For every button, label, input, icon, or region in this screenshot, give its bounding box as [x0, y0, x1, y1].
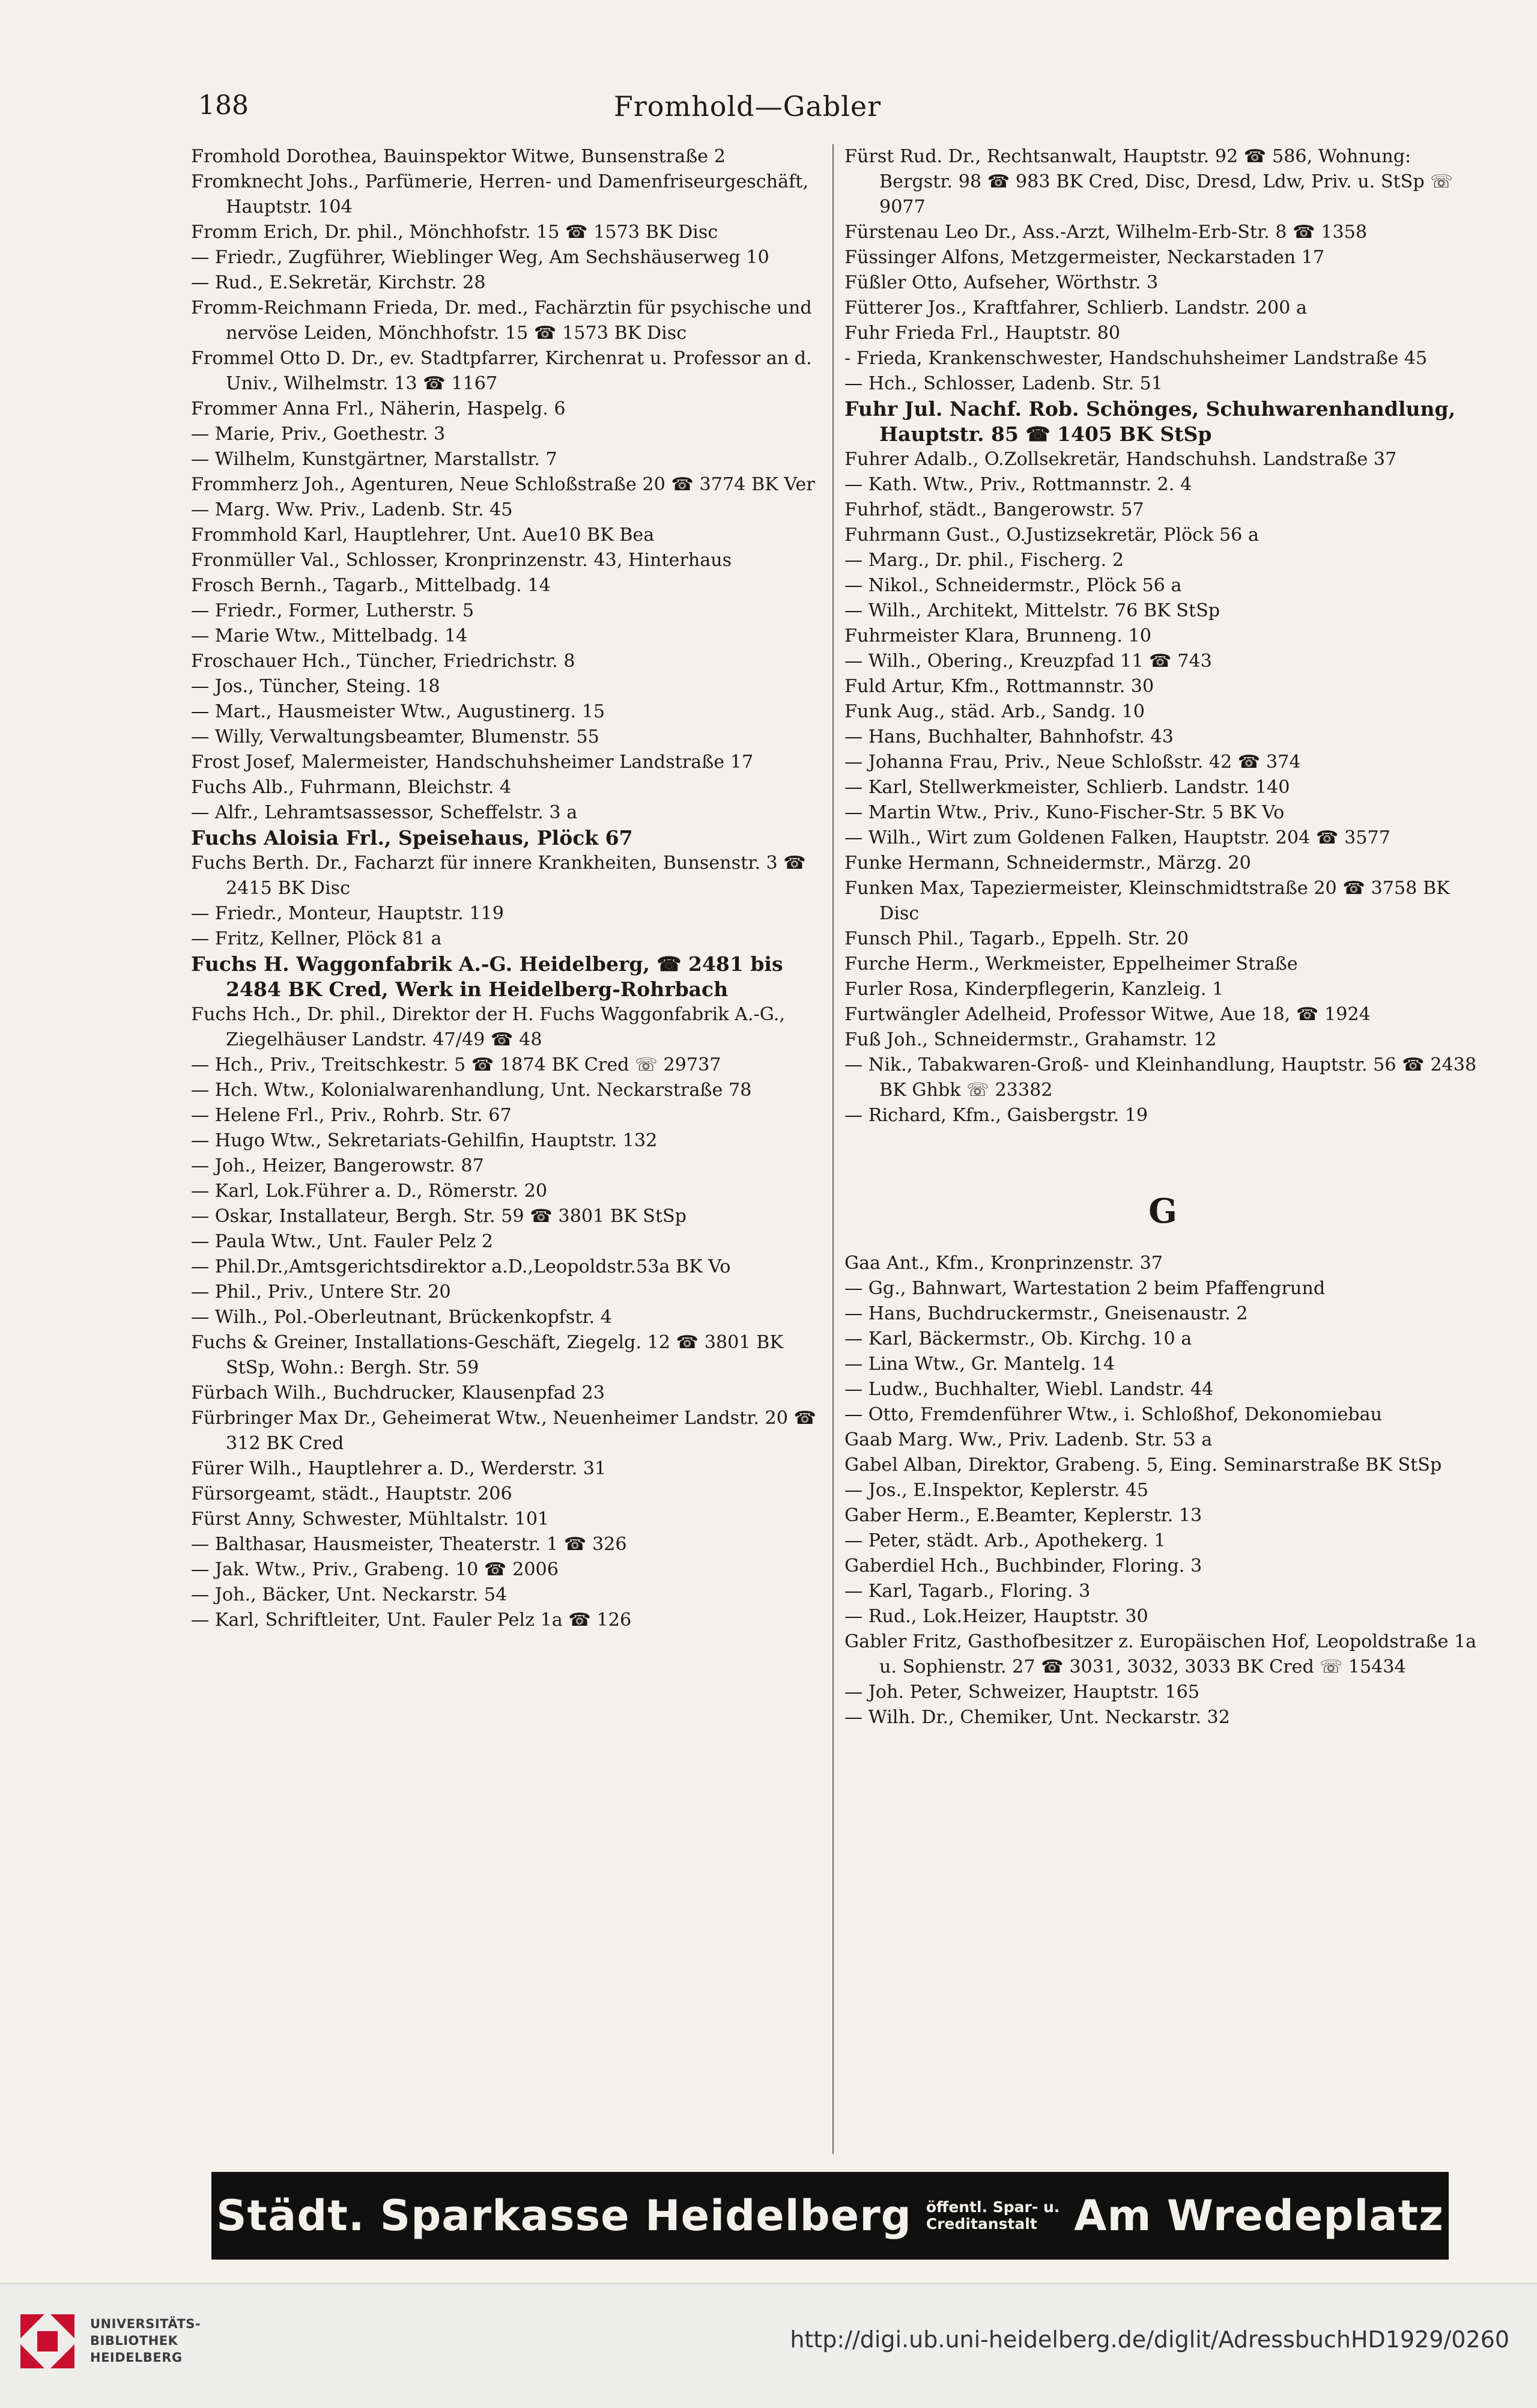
directory-entry: — Joh., Heizer, Bangerowstr. 87 — [191, 1155, 484, 1176]
directory-entry: — Martin Wtw., Priv., Kuno-Fischer-Str. 5 BK Vo — [844, 802, 1285, 823]
directory-entry: — Otto, Fremdenführer Wtw., i. Schloßhof, Dekonomiebau — [844, 1404, 1383, 1425]
directory-entry: Fuhrer Adalb., O.Zollsekretär, Handschuhsh. Landstraße 37 — [844, 449, 1397, 470]
directory-entry: — Friedr., Monteur, Hauptstr. 119 — [191, 903, 504, 924]
right-column — [844, 144, 1481, 1730]
directory-entry: — Wilh., Wirt zum Goldenen Falken, Hauptstr. 204 ☎ 3577 — [844, 827, 1390, 848]
directory-entry: — Marie Wtw., Mittelbadg. 14 — [191, 625, 468, 646]
directory-entry: Frommer Anna Frl., Näherin, Haspelg. 6 — [191, 398, 566, 419]
directory-entry: Fuld Artur, Kfm., Rottmannstr. 30 — [844, 676, 1154, 697]
directory-entry: Fromhold Dorothea, Bauinspektor Witwe, Bunsenstraße 2 — [191, 146, 726, 167]
directory-entry: Frommhold Karl, Hauptlehrer, Unt. Aue10 BK Bea — [191, 524, 655, 546]
directory-entry: — Marie, Priv., Goethestr. 3 — [191, 424, 446, 445]
directory-entry: — Wilhelm, Kunstgärtner, Marstallstr. 7 — [191, 449, 557, 470]
directory-entry: — Wilh., Architekt, Mittelstr. 76 BK StSp — [844, 600, 1220, 621]
directory-entry: — Joh., Bäcker, Unt. Neckarstr. 54 — [191, 1584, 508, 1605]
directory-entry: — Marg., Dr. phil., Fischerg. 2 — [844, 550, 1124, 571]
directory-entry: Fuß Joh., Schneidermstr., Grahamstr. 12 — [844, 1029, 1217, 1050]
directory-entry: — Gg., Bahnwart, Wartestation 2 beim Pfaffengrund — [844, 1278, 1326, 1299]
directory-entry: — Phil.Dr.,Amtsgerichtsdirektor a.D.,Leopoldstr.53a BK Vo — [191, 1256, 731, 1277]
directory-entry: Frost Josef, Malermeister, Handschuhsheimer Landstraße 17 — [191, 752, 754, 773]
ad-main-text: Städt. Sparkasse Heidelberg — [216, 2191, 912, 2240]
directory-entry: Frosch Bernh., Tagarb., Mittelbadg. 14 — [191, 575, 551, 596]
directory-entry: — Oskar, Installateur, Bergh. Str. 59 ☎ 3801 BK StSp — [191, 1206, 687, 1227]
directory-entry: Fuhrhof, städt., Bangerowstr. 57 — [844, 499, 1144, 520]
directory-entry: Fütterer Jos., Kraftfahrer, Schlierb. Landstr. 200 a — [844, 297, 1307, 318]
directory-entry: Funken Max, Tapeziermeister, Kleinschmidtstraße 20 ☎ 3758 BK Disc — [844, 878, 1450, 924]
directory-entry: — Alfr., Lehramtsassessor, Scheffelstr. 3 a — [191, 802, 578, 823]
directory-entry: — Lina Wtw., Gr. Mantelg. 14 — [844, 1354, 1115, 1375]
directory-entry: Fromm-Reichmann Frieda, Dr. med., Fachärztin für psychische und nervöse Leiden, Mönchhofstr. 15 ☎ 1573 BK Disc — [191, 297, 812, 344]
university-library-logo-icon — [14, 2308, 80, 2374]
directory-entry: Fürbach Wilh., Buchdrucker, Klausenpfad 23 — [191, 1382, 605, 1403]
page-header — [198, 90, 1477, 132]
directory-entry: — Balthasar, Hausmeister, Theaterstr. 1 ☎ 326 — [191, 1534, 627, 1555]
directory-entry: — Karl, Bäckermstr., Ob. Kirchg. 10 a — [844, 1328, 1192, 1349]
directory-entry: — Karl, Lok.Führer a. D., Römerstr. 20 — [191, 1181, 548, 1202]
library-name-line2: BIBLIOTHEK — [90, 2334, 178, 2348]
directory-entry: — Paula Wtw., Unt. Fauler Pelz 2 — [191, 1231, 493, 1252]
directory-entry: Fürsorgeamt, städt., Hauptstr. 206 — [191, 1483, 512, 1504]
directory-entry: — Nik., Tabakwaren-Groß- und Kleinhandlung, Hauptstr. 56 ☎ 2438 BK Ghbk ☏ 23382 — [844, 1054, 1477, 1101]
directory-entry: — Karl, Schriftleiter, Unt. Fauler Pelz 1a ☎ 126 — [191, 1610, 632, 1631]
digital-library-url-link[interactable]: http://digi.ub.uni-heidelberg.de/diglit/AdressbuchHD1929/0260 — [790, 2326, 1509, 2353]
directory-entry: Gaberdiel Hch., Buchbinder, Floring. 3 — [844, 1555, 1202, 1576]
directory-entry: Frommherz Joh., Agenturen, Neue Schloßstraße 20 ☎ 3774 BK Ver — [191, 474, 815, 495]
directory-entry: Fürst Anny, Schwester, Mühltalstr. 101 — [191, 1509, 550, 1530]
right-column-g-entries — [844, 1251, 1481, 1730]
directory-entry: — Friedr., Former, Lutherstr. 5 — [191, 600, 474, 621]
directory-entry: Fronmüller Val., Schlosser, Kronprinzenstr. 43, Hinterhaus — [191, 550, 732, 571]
directory-entry: — Phil., Priv., Untere Str. 20 — [191, 1282, 451, 1303]
directory-entry: Gabler Fritz, Gasthofbesitzer z. Europäischen Hof, Leopoldstraße 1a u. Sophienstr. 27 ☎ 3031, 3032, 3033 BK Cred ☏ 15434 — [844, 1631, 1477, 1677]
directory-entry: Fuhrmeister Klara, Brunneng. 10 — [844, 625, 1151, 646]
directory-entry: — Hugo Wtw., Sekretariats-Gehilfin, Hauptstr. 132 — [191, 1130, 658, 1151]
directory-entry: Fürst Rud. Dr., Rechtsanwalt, Hauptstr. 92 ☎ 586, Wohnung: Bergstr. 98 ☎ 983 BK Cred, Disc, Dresd, Ldw, Priv. u. StSp ☏ 9077 — [844, 146, 1454, 217]
ad-small-text — [926, 2199, 1060, 2233]
directory-entry: — Hch., Schlosser, Ladenb. Str. 51 — [844, 373, 1163, 394]
directory-entry: Gabel Alban, Direktor, Grabeng. 5, Eing. Seminarstraße BK StSp — [844, 1455, 1442, 1476]
right-column-f-entries — [844, 144, 1481, 1128]
directory-entry: Füssinger Alfons, Metzgermeister, Neckarstaden 17 — [844, 247, 1325, 268]
directory-entry: Füßler Otto, Aufseher, Wörthstr. 3 — [844, 272, 1159, 293]
letter-heading: G — [1148, 1191, 1177, 1231]
directory-entry: Fuhr Frieda Frl., Hauptstr. 80 — [844, 323, 1121, 344]
directory-entry: — Nikol., Schneidermstr., Plöck 56 a — [844, 575, 1182, 596]
directory-entry: — Wilh., Obering., Kreuzpfad 11 ☎ 743 — [844, 651, 1212, 672]
directory-entry: — Fritz, Kellner, Plöck 81 a — [191, 928, 442, 949]
directory-entry: Fürbringer Max Dr., Geheimerat Wtw., Neuenheimer Landstr. 20 ☎ 312 BK Cred — [191, 1408, 817, 1454]
directory-entry: - Frieda, Krankenschwester, Handschuhsheimer Landstraße 45 — [844, 348, 1428, 369]
library-name — [90, 2315, 201, 2366]
directory-entry: Frommel Otto D. Dr., ev. Stadtpfarrer, Kirchenrat u. Professor an d. Univ., Wilhelmstr. 13 ☎ 1167 — [191, 348, 812, 394]
directory-entry: Fuchs Berth. Dr., Facharzt für innere Krankheiten, Bunsenstr. 3 ☎ 2415 BK Disc — [191, 853, 806, 899]
directory-entry: Funke Hermann, Schneidermstr., Märzg. 20 — [844, 853, 1251, 874]
directory-entry: Gaa Ant., Kfm., Kronprinzenstr. 37 — [844, 1253, 1163, 1274]
directory-entry: — Helene Frl., Priv., Rohrb. Str. 67 — [191, 1105, 512, 1126]
page-number: 188 — [198, 90, 249, 121]
directory-entry: — Joh. Peter, Schweizer, Hauptstr. 165 — [844, 1682, 1200, 1703]
column-divider — [832, 144, 834, 2154]
ad-small-line1: öffentl. Spar- u. — [926, 2198, 1060, 2216]
directory-entry: — Jos., E.Inspektor, Keplerstr. 45 — [844, 1480, 1149, 1501]
directory-entry: — Jos., Tüncher, Steing. 18 — [191, 676, 440, 697]
directory-entry: — Ludw., Buchhalter, Wiebl. Landstr. 44 — [844, 1379, 1214, 1400]
directory-entry: Gaber Herm., E.Beamter, Keplerstr. 13 — [844, 1505, 1202, 1526]
left-column — [191, 144, 828, 1633]
directory-entry: Gaab Marg. Ww., Priv. Ladenb. Str. 53 a — [844, 1429, 1213, 1450]
directory-entry: Fuchs Aloisia Frl., Speisehaus, Plöck 67 — [191, 826, 633, 850]
directory-entry: Fuchs & Greiner, Installations-Geschäft, Ziegelg. 12 ☎ 3801 BK StSp, Wohn.: Bergh. Str. 59 — [191, 1332, 783, 1378]
ad-small-line2: Creditanstalt — [926, 2215, 1037, 2233]
directory-entry: — Rud., Lok.Heizer, Hauptstr. 30 — [844, 1606, 1148, 1627]
directory-entry: Furtwängler Adelheid, Professor Witwe, Aue 18, ☎ 1924 — [844, 1004, 1371, 1025]
directory-entry: Fromknecht Johs., Parfümerie, Herren- und Damenfriseurgeschäft, Hauptstr. 104 — [191, 171, 808, 217]
directory-entry: — Friedr., Zugführer, Wieblinger Weg, Am Sechshäuserweg 10 — [191, 247, 769, 268]
directory-entry: — Hans, Buchdruckermstr., Gneisenaustr. 2 — [844, 1303, 1248, 1324]
directory-entry: — Willy, Verwaltungsbeamter, Blumenstr. 55 — [191, 726, 599, 747]
library-footer — [0, 2283, 1537, 2408]
directory-entry: Fromm Erich, Dr. phil., Mönchhofstr. 15 ☎ 1573 BK Disc — [191, 222, 718, 243]
directory-entry: Fürer Wilh., Hauptlehrer a. D., Werderstr. 31 — [191, 1458, 607, 1479]
ad-place-text: Am Wredeplatz — [1074, 2191, 1444, 2240]
directory-entry: — Hans, Buchhalter, Bahnhofstr. 43 — [844, 726, 1174, 747]
library-name-line3: HEIDELBERG — [90, 2350, 183, 2365]
directory-entry: Fuchs H. Waggonfabrik A.-G. Heidelberg, ☎ 2481 bis 2484 BK Cred, Werk in Heidelberg-Rohrbach — [191, 952, 783, 1001]
directory-entry: Froschauer Hch., Tüncher, Friedrichstr. 8 — [191, 651, 575, 672]
directory-entry: Fürstenau Leo Dr., Ass.-Arzt, Wilhelm-Erb-Str. 8 ☎ 1358 — [844, 222, 1368, 243]
directory-entry: — Hch., Priv., Treitschkestr. 5 ☎ 1874 BK Cred ☏ 29737 — [191, 1054, 721, 1075]
directory-entry: Fuhrmann Gust., O.Justizsekretär, Plöck 56 a — [844, 524, 1259, 546]
library-name-line1: UNIVERSITÄTS- — [90, 2317, 201, 2331]
directory-entry: — Wilh., Pol.-Oberleutnant, Brückenkopfstr. 4 — [191, 1307, 612, 1328]
directory-entry: Furler Rosa, Kinderpflegerin, Kanzleig. 1 — [844, 979, 1224, 1000]
directory-entry: — Kath. Wtw., Priv., Rottmannstr. 2. 4 — [844, 474, 1192, 495]
directory-entry: — Karl, Stellwerkmeister, Schlierb. Landstr. 140 — [844, 777, 1290, 798]
directory-entry: Fuhr Jul. Nachf. Rob. Schönges, Schuhwarenhandlung, Hauptstr. 85 ☎ 1405 BK StSp — [844, 397, 1456, 446]
running-head: Fromhold—Gabler — [613, 90, 882, 123]
directory-entry: — Jak. Wtw., Priv., Grabeng. 10 ☎ 2006 — [191, 1559, 559, 1580]
directory-entry: — Peter, städt. Arb., Apothekerg. 1 — [844, 1530, 1166, 1551]
sparkasse-advertisement — [211, 2172, 1449, 2260]
directory-entry: Funk Aug., städ. Arb., Sandg. 10 — [844, 701, 1145, 722]
directory-entry: — Wilh. Dr., Chemiker, Unt. Neckarstr. 32 — [844, 1707, 1230, 1728]
directory-entry: Fuchs Alb., Fuhrmann, Bleichstr. 4 — [191, 777, 512, 798]
directory-entry: — Mart., Hausmeister Wtw., Augustinerg. 15 — [191, 701, 605, 722]
directory-entry: Funsch Phil., Tagarb., Eppelh. Str. 20 — [844, 928, 1189, 949]
directory-entry: — Richard, Kfm., Gaisbergstr. 19 — [844, 1105, 1148, 1126]
directory-entry: — Rud., E.Sekretär, Kirchstr. 28 — [191, 272, 486, 293]
directory-entry: Fuchs Hch., Dr. phil., Direktor der H. Fuchs Waggonfabrik A.-G., Ziegelhäuser Landstr. 47/49 ☎ 48 — [191, 1004, 785, 1050]
directory-entry: — Karl, Tagarb., Floring. 3 — [844, 1581, 1091, 1602]
directory-entry: — Hch. Wtw., Kolonialwarenhandlung, Unt. Neckarstraße 78 — [191, 1080, 752, 1101]
directory-entry: — Marg. Ww. Priv., Ladenb. Str. 45 — [191, 499, 513, 520]
directory-entry: Furche Herm., Werkmeister, Eppelheimer Straße — [844, 953, 1298, 974]
directory-entry: — Johanna Frau, Priv., Neue Schloßstr. 42 ☎ 374 — [844, 752, 1301, 773]
